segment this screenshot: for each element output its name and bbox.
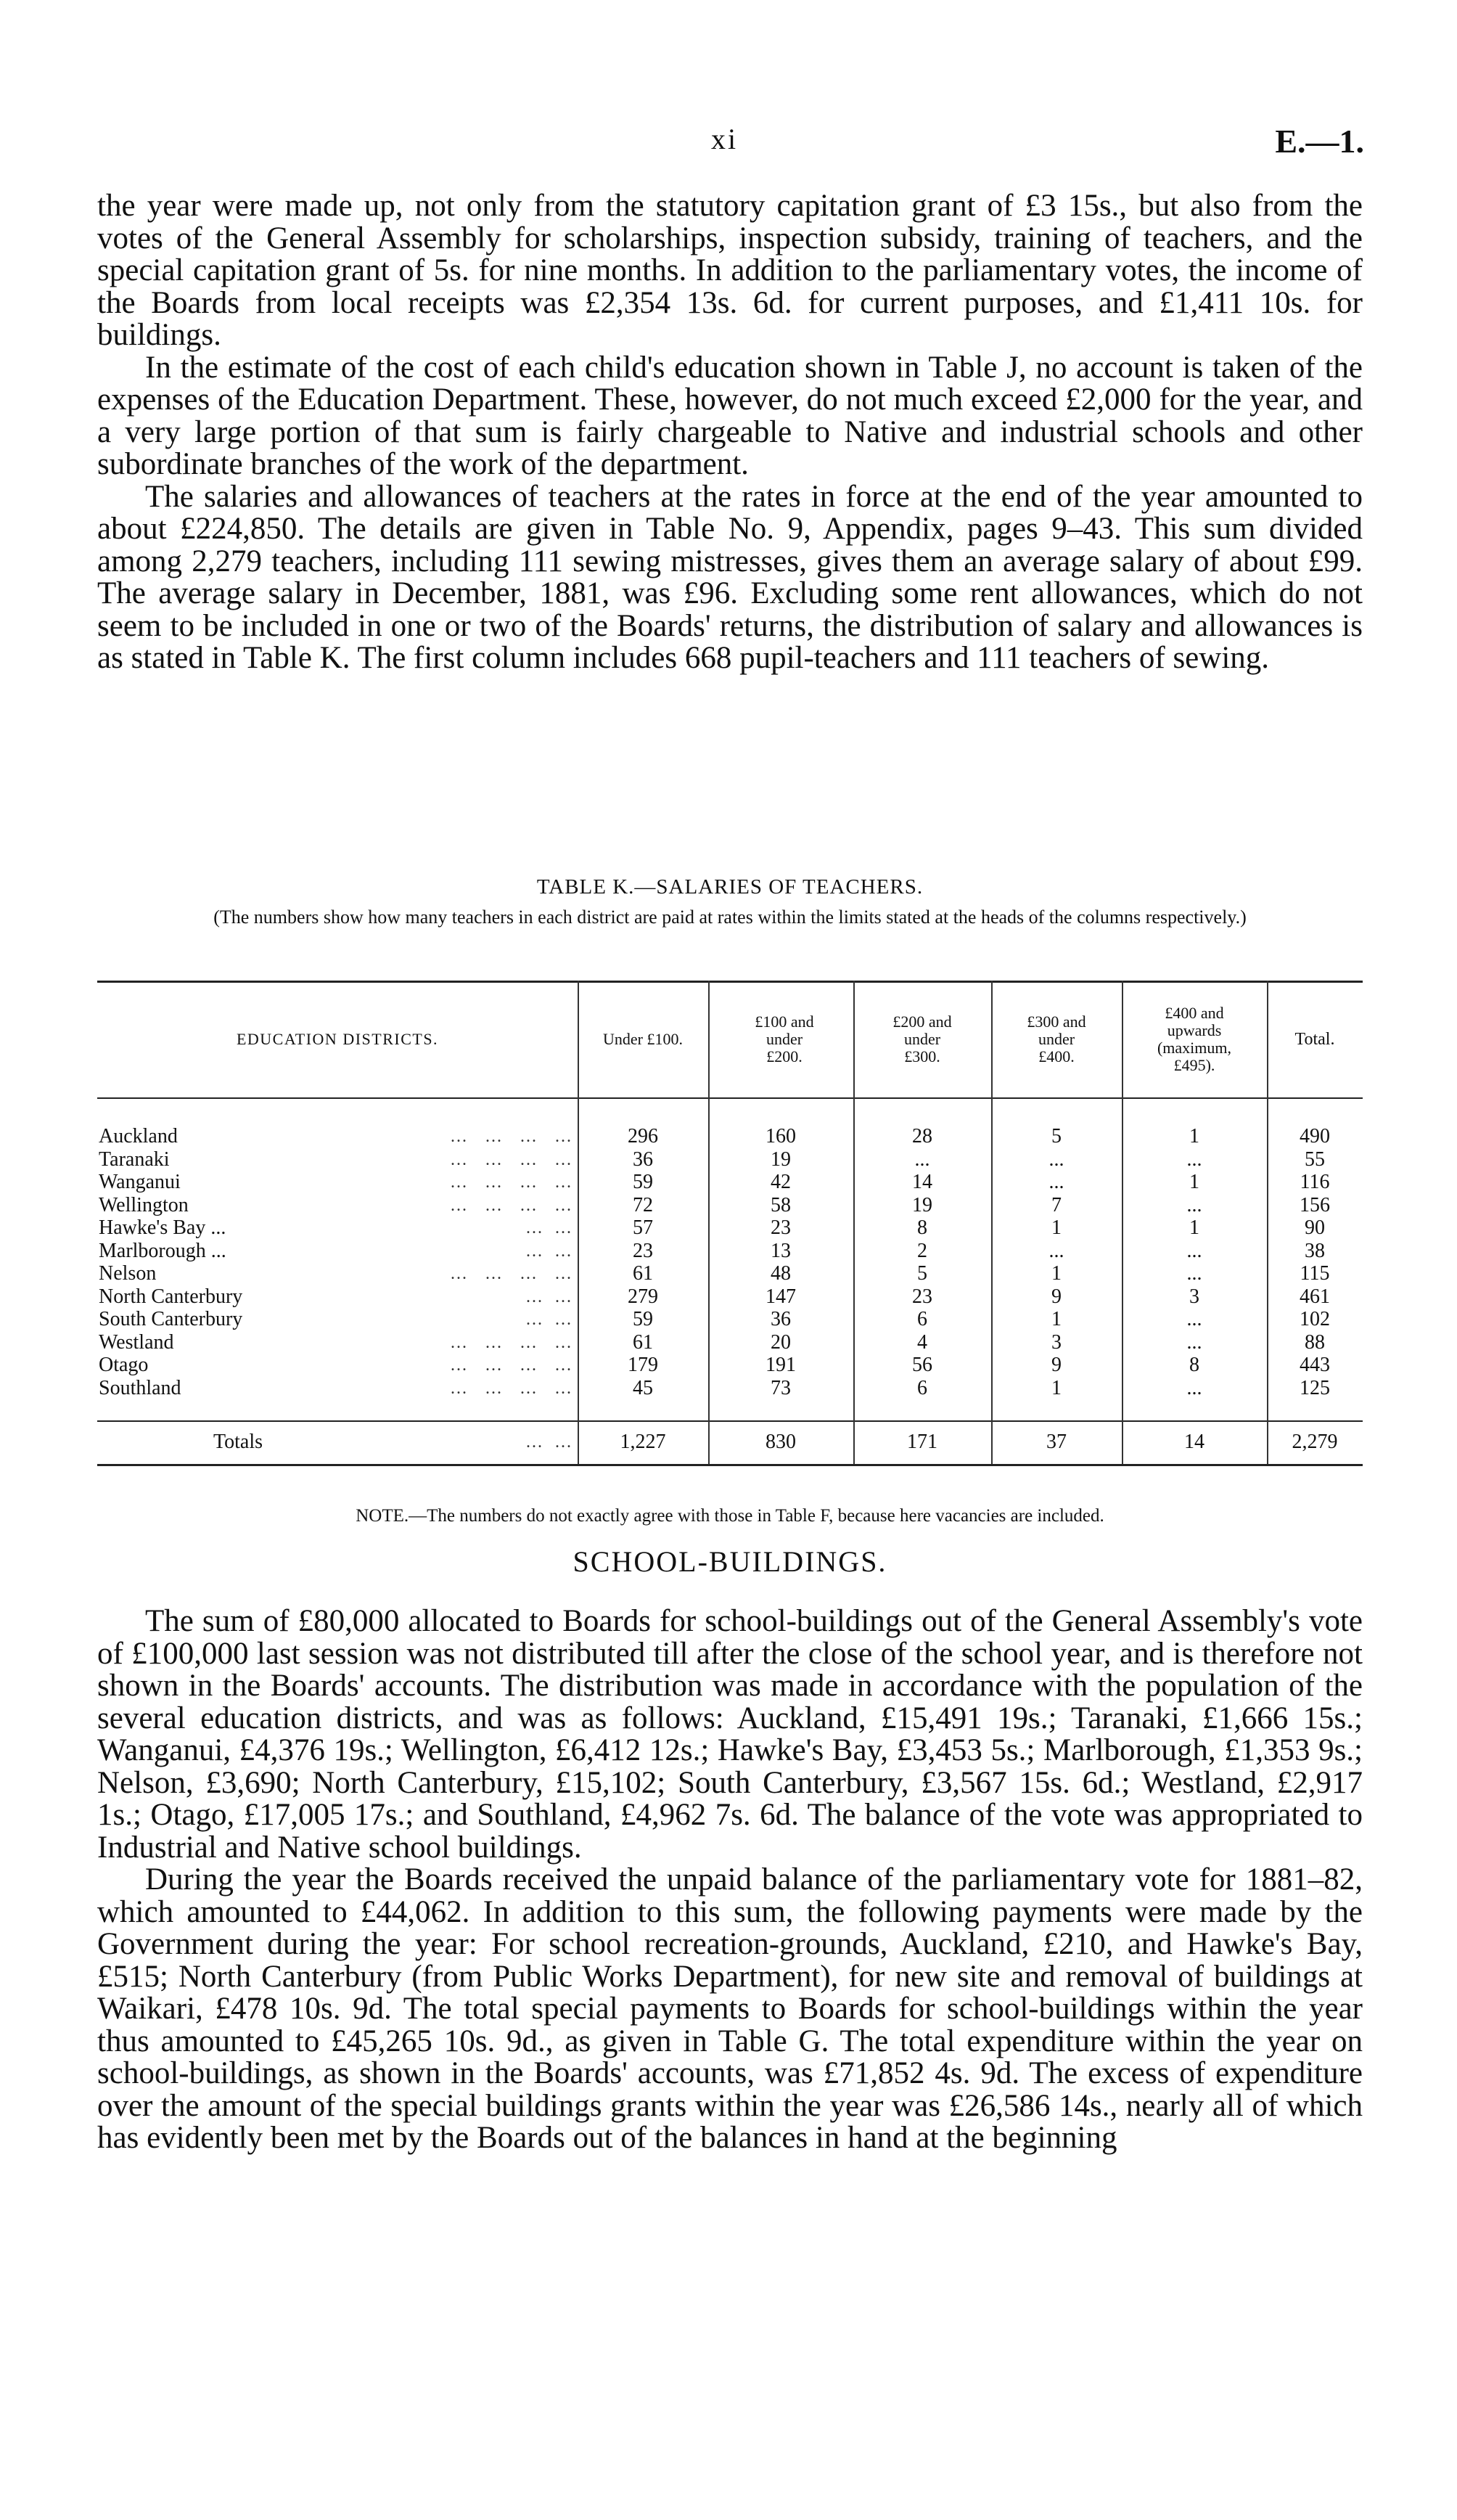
leader-dots: ... ... (526, 1219, 572, 1238)
table-cell: 9 (1051, 1354, 1062, 1376)
table-cell: 461 (1300, 1285, 1330, 1308)
page-header (0, 122, 1457, 165)
district-name: Wellington (99, 1193, 189, 1216)
table-cell: 90 (1305, 1216, 1325, 1239)
column-header-100-200: £100 and under £200. (755, 1012, 814, 1065)
body-text-bottom (97, 1605, 1363, 2155)
table-row (97, 1195, 1363, 1216)
table-row (97, 1332, 1363, 1354)
table-cell: ... (1186, 1193, 1202, 1216)
table-cell: 443 (1300, 1354, 1330, 1376)
district-name: Marlborough ... (99, 1239, 226, 1262)
leader-dots: ... ... (526, 1287, 572, 1306)
leader-dots: ... ... ... ... (451, 1150, 572, 1169)
column-header-200-300: £200 and under £300. (892, 1012, 952, 1065)
paragraph: In the estimate of the cost of each child's education shown in Table J, no account is taken of the expenses of the Education Department. These, however, do not much exceed £2,000 for the year, and a very large portion of that sum is fairly chargeable to Native and industrial schools and other subordinate branches of the work of the department. (97, 350, 1363, 481)
table-cell: 156 (1300, 1193, 1330, 1216)
leader-dots: ... ... ... ... (451, 1356, 572, 1375)
table-cell: 102 (1300, 1308, 1330, 1330)
table-cell: 59 (633, 1171, 653, 1193)
leader-dots: ... ... (526, 1433, 572, 1452)
table-cell: ... (1186, 1330, 1202, 1354)
district-name: North Canterbury (99, 1285, 243, 1308)
table-cell: 179 (628, 1354, 658, 1376)
table-cell: 13 (771, 1239, 791, 1262)
table-cell: 14 (912, 1171, 932, 1193)
table-cell: 8 (1189, 1354, 1199, 1376)
district-name: Westland (99, 1330, 174, 1354)
table-cell: 160 (766, 1125, 796, 1148)
leader-dots: ... ... (526, 1310, 572, 1329)
table-cell: ... (914, 1148, 930, 1171)
table-footnote: NOTE.—The numbers do not exactly agree with those in Table F, because here vacancies are included. (356, 1506, 1104, 1526)
table-cell: 56 (912, 1354, 932, 1376)
salaries-table (97, 981, 1363, 1498)
district-name: Auckland (99, 1125, 178, 1148)
table-cell: 48 (771, 1262, 791, 1285)
page-number: xi (711, 123, 739, 155)
totals-row (97, 1428, 1363, 1457)
table-cell: 23 (912, 1285, 932, 1308)
column-header-districts: EDUCATION DISTRICTS. (236, 1029, 439, 1048)
table-cell: 61 (633, 1330, 653, 1354)
table-cell: 1 (1189, 1171, 1199, 1193)
table-cell: 4 (917, 1330, 927, 1354)
table-cell: ... (1048, 1148, 1064, 1171)
table-row (97, 1309, 1363, 1330)
leader-dots: ... ... ... ... (451, 1195, 572, 1215)
leader-dots: ... ... ... ... (451, 1378, 572, 1398)
table-row (97, 1240, 1363, 1262)
table-cell: 296 (628, 1125, 658, 1148)
table-cell: 279 (628, 1285, 658, 1308)
table-row (97, 1217, 1363, 1239)
district-name: Hawke's Bay ... (99, 1216, 226, 1239)
table-cell: 55 (1305, 1148, 1325, 1171)
table-cell: 9 (1051, 1285, 1062, 1308)
table-row (97, 1354, 1363, 1376)
table-cell: 88 (1305, 1330, 1325, 1354)
table-cell: 19 (771, 1148, 791, 1171)
table-cell: 19 (912, 1193, 932, 1216)
paragraph: During the year the Boards received the unpaid balance of the parliamentary vote for 1881–82, which amounted to £44,062. In addition to this sum, the following payments were made by the Government during the year: For school recreation-grounds, Auckland, £210, and Hawke's Bay, £515; North Canterbury (from Public Works Department), for new site and removal of buildings at Waikari, £478 10s. 9d. The total special payments to Boards for school-buildings within the year thus amounted to £45,265 10s. 9d., as given in Table G. The total expenditure within the year on school-buildings, as shown in the Boards' accounts, was £71,852 4s. 9d. The excess of expenditure over the amount of the special buildings grants within the year was £26,586 14s., nearly all of which has evidently been met by the Boards out of the balances in hand at the beginning (97, 1862, 1363, 2155)
table-cell: ... (1186, 1239, 1202, 1262)
table-cell: ... (1048, 1239, 1064, 1262)
table-cell: 6 (917, 1376, 927, 1399)
totals-cell: 830 (766, 1431, 796, 1453)
table-cell: 116 (1300, 1171, 1330, 1193)
paragraph: The salaries and allowances of teachers at the rates in force at the end of the year amounted to about £224,850. The details are given in Table No. 9, Appendix, pages 9–43. This sum divided among 2,279 teachers, including 111 sewing mistresses, gives them an average salary of about £99. The average salary in December, 1881, was £96. Excluding some rent allowances, which do not seem to be included in one or two of the Boards' returns, the distribution of salary and allowances is as stated in Table K. The first column includes 668 pupil-teachers and 111 teachers of sewing. (97, 479, 1363, 675)
table-cell: 1 (1189, 1125, 1199, 1148)
paragraph: the year were made up, not only from the statutory capitation grant of £3 15s., but also from the votes of the General Assembly for scholarships, inspection subsidy, training of teachers, and the special capitation grant of 5s. for nine months. In addition to the parliamentary votes, the income of the Boards from local receipts was £2,354 13s. 6d. for current purposes, and £1,411 10s. for buildings. (97, 189, 1363, 352)
totals-cell: 37 (1046, 1431, 1067, 1453)
table-cell: 20 (771, 1330, 791, 1354)
leader-dots: ... ... ... ... (451, 1333, 572, 1352)
leader-dots: ... ... ... ... (451, 1173, 572, 1192)
table-row (97, 1171, 1363, 1193)
table-cell: 5 (917, 1262, 927, 1285)
table-cell: 45 (633, 1376, 653, 1399)
table-caption: TABLE K.—SALARIES OF TEACHERS. (536, 875, 924, 899)
table-subcaption: (The numbers show how many teachers in each district are paid at rates within the limits stated at the heads of the columns respectively.) (213, 907, 1247, 928)
table-row (97, 1286, 1363, 1308)
totals-label: Totals (213, 1431, 263, 1453)
table-cell: 115 (1300, 1262, 1330, 1285)
table-cell: 5 (1051, 1125, 1062, 1148)
table-cell: 490 (1300, 1125, 1330, 1148)
leader-dots: ... ... ... ... (451, 1264, 572, 1283)
table-cell: 61 (633, 1262, 653, 1285)
table-cell: 28 (912, 1125, 932, 1148)
section-heading: SCHOOL-BUILDINGS. (572, 1545, 887, 1578)
table-cell: 36 (771, 1308, 791, 1330)
table-cell: 23 (771, 1216, 791, 1239)
district-name: Otago (99, 1354, 149, 1376)
table-rule-totals (97, 1420, 1363, 1422)
table-cell: 72 (633, 1193, 653, 1216)
table-row (97, 1149, 1363, 1171)
district-name: Wanganui (99, 1171, 181, 1193)
table-cell: 1 (1051, 1262, 1062, 1285)
totals-cell: 171 (907, 1431, 937, 1453)
paragraph: The sum of £80,000 allocated to Boards for school-buildings out of the General Assembly's vote of £100,000 last session was not distributed till after the close of the school year, and is therefore not shown in the Boards' accounts. The distribution was made in accordance with the population of the several education districts, and was as follows: Auckland, £15,491 19s.; Taranaki, £1,666 15s.; Wanganui, £4,376 19s.; Wellington, £6,412 12s.; Hawke's Bay, £3,453 5s.; Marlborough, £1,353 9s.; Nelson, £3,690; North Canterbury, £15,102; South Canterbury, £3,567 15s. 6d.; Westland, £2,917 1s.; Otago, £17,005 17s.; and Southland, £4,962 7s. 6d. The balance of the vote was appropriated to Industrial and Native school buildings. (97, 1604, 1363, 1865)
column-header-under-100: Under £100. (603, 1029, 683, 1048)
table-rule-header (97, 1097, 1363, 1099)
table-cell: 147 (766, 1285, 796, 1308)
table-cell: 191 (766, 1354, 796, 1376)
table-cell: 23 (633, 1239, 653, 1262)
body-text-top (97, 190, 1363, 675)
table-cell: ... (1186, 1376, 1202, 1399)
district-name: Taranaki (99, 1148, 170, 1171)
table-cell: 38 (1305, 1239, 1325, 1262)
table-cell: ... (1186, 1308, 1202, 1330)
table-cell: 36 (633, 1148, 653, 1171)
table-cell: 59 (633, 1308, 653, 1330)
table-row (97, 1263, 1363, 1285)
leader-dots: ... ... ... ... (451, 1127, 572, 1146)
table-cell: 1 (1189, 1216, 1199, 1239)
totals-cell: 14 (1184, 1431, 1204, 1453)
table-row (97, 1378, 1363, 1399)
table-cell: 42 (771, 1171, 791, 1193)
table-cell: 3 (1051, 1330, 1062, 1354)
totals-cell: 1,227 (620, 1431, 666, 1453)
document-reference: E.—1. (1275, 123, 1364, 160)
table-cell: 1 (1051, 1376, 1062, 1399)
table-cell: 125 (1300, 1376, 1330, 1399)
table-cell: 73 (771, 1376, 791, 1399)
table-cell: 8 (917, 1216, 927, 1239)
column-header-400-upwards: £400 and upwards (maximum, £495). (1157, 1003, 1232, 1074)
leader-dots: ... ... (526, 1241, 572, 1261)
table-rule-bottom (97, 1464, 1363, 1466)
table-cell: ... (1186, 1262, 1202, 1285)
table-cell: 7 (1051, 1193, 1062, 1216)
table-cell: ... (1186, 1148, 1202, 1171)
table-cell: 1 (1051, 1216, 1062, 1239)
district-name: Nelson (99, 1262, 157, 1285)
table-cell: 6 (917, 1308, 927, 1330)
table-cell: 2 (917, 1239, 927, 1262)
table-cell: 58 (771, 1193, 791, 1216)
table-cell: 57 (633, 1216, 653, 1239)
district-name: South Canterbury (99, 1308, 243, 1330)
table-cell: ... (1048, 1171, 1064, 1193)
table-cell: 1 (1051, 1308, 1062, 1330)
column-header-total: Total. (1294, 1029, 1335, 1049)
table-cell: 3 (1189, 1285, 1199, 1308)
column-header-300-400: £300 and under £400. (1027, 1012, 1086, 1065)
totals-cell: 2,279 (1292, 1431, 1338, 1453)
table-row (97, 1126, 1363, 1148)
district-name: Southland (99, 1376, 181, 1399)
